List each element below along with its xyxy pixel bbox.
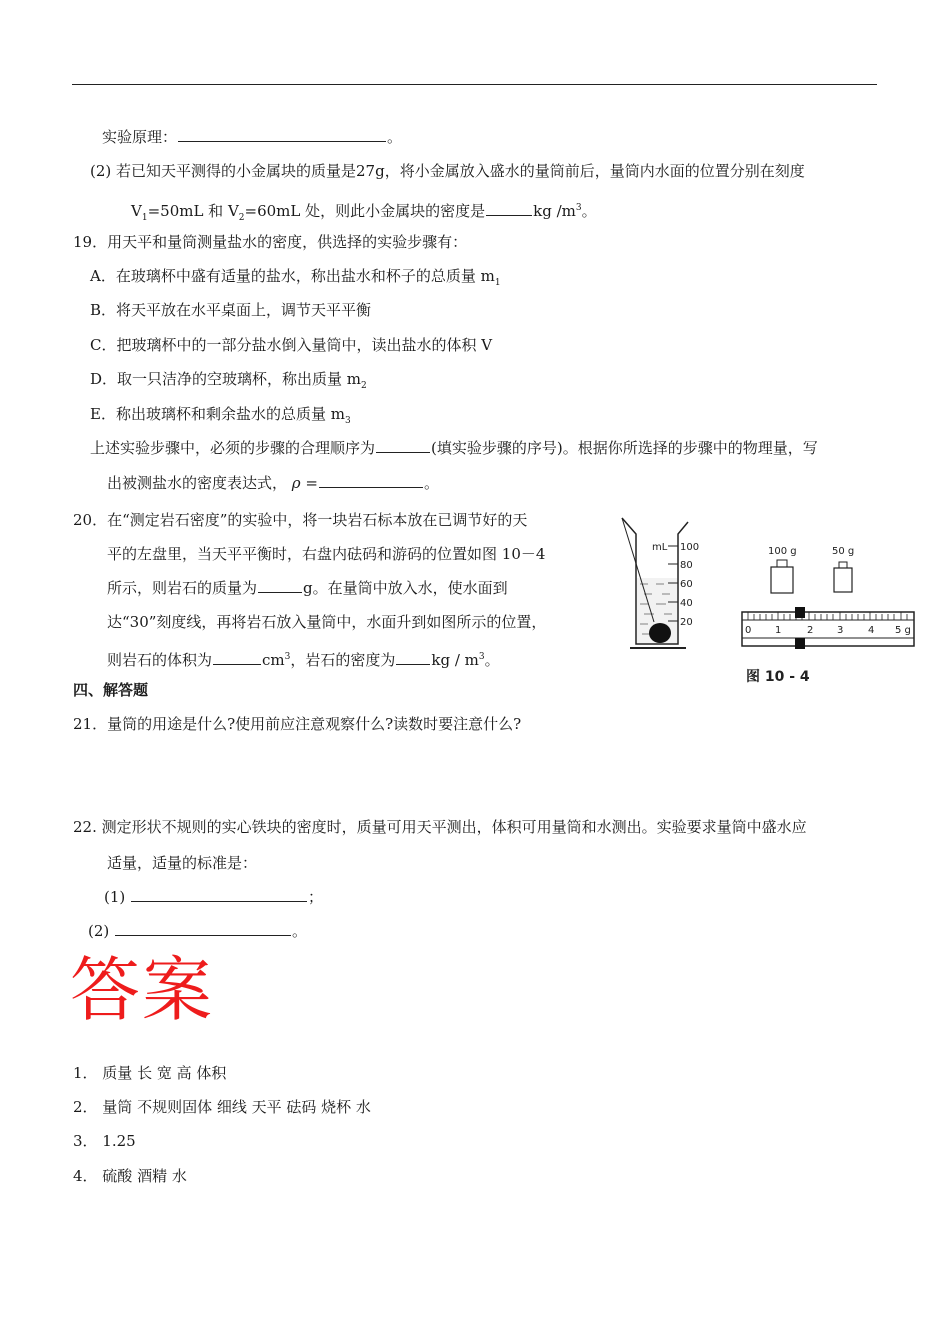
figure-svg	[616, 506, 920, 692]
q18-part2-line2: $V_1=50mL$ 和 $V_2=60mL$ 处，则此小金属块的密度是 kg $/m^3$。	[131, 202, 597, 223]
answer-blank[interactable]	[115, 921, 291, 936]
section4-heading: 四、解答题	[73, 681, 149, 699]
q22-option2: (2) 。	[88, 922, 308, 940]
rider-top	[795, 607, 805, 618]
answer-4: 4． 硫酸 酒精 水	[73, 1167, 187, 1185]
top-rule	[72, 84, 877, 85]
cylinder-tick-100: 100	[680, 542, 700, 553]
q20-line4: 达“30”刻度线，再将岩石放入量筒中，水面升到如图所示的位置，	[107, 613, 547, 631]
answer-3: 3． 1.25	[73, 1132, 136, 1150]
answer-blank[interactable]	[258, 578, 302, 593]
q19-step-b: B．将天平放在水平桌面上，调节天平平衡	[90, 301, 372, 319]
weight-100g	[768, 546, 797, 593]
weight-50g	[832, 546, 854, 592]
answer-blank[interactable]	[396, 650, 430, 665]
answer-blank[interactable]	[376, 438, 430, 453]
graduated-cylinder	[622, 518, 699, 648]
q19-expression-line: 出被测盐水的密度表达式， ρ = 。	[107, 474, 439, 492]
cylinder-unit-label: mL	[652, 542, 668, 553]
answer-2: 2． 量筒 不规则固体 细线 天平 砝码 烧杯 水	[73, 1098, 371, 1116]
q20-line1: 20．在“测定岩石密度”的实验中，将一块岩石标本放在已调节好的天	[73, 511, 528, 529]
answers-title: 答案	[70, 949, 214, 1031]
answer-blank[interactable]	[178, 127, 386, 142]
q22-line1: 22. 测定形状不规则的实心铁块的密度时，质量可用天平测出，体积可用量筒和水测出。实验要求量筒中盛水应	[73, 818, 807, 836]
answer-blank[interactable]	[486, 201, 532, 216]
q19-step-a: A．在玻璃杯中盛有适量的盐水，称出盐水和杯子的总质量 $m_1$	[90, 267, 501, 288]
ruler-tick-0: 0	[745, 625, 752, 636]
rock	[649, 623, 671, 643]
ruler-tick-4: 4	[868, 625, 875, 636]
figure-caption: 图 10 - 4	[746, 669, 810, 685]
q19-order-line: 上述实验步骤中，必须的步骤的合理顺序为 (填实验步骤的序号)。根据你所选择的步骤中的物理量，写	[90, 439, 818, 457]
q20-line3: 所示，则岩石的质量为 g。在量筒中放入水，使水面到	[107, 579, 508, 597]
answer-blank[interactable]	[213, 650, 261, 665]
answer-blank[interactable]	[319, 473, 423, 488]
q22-line2: 适量，适量的标准是：	[107, 854, 258, 872]
answer-blank[interactable]	[131, 887, 307, 902]
cylinder-tick-40: 40	[680, 598, 693, 609]
cylinder-tick-20: 20	[680, 617, 693, 628]
q19-step-e: E．称出玻璃杯和剩余盐水的总质量 $m_3$	[90, 405, 351, 426]
rider-bottom	[795, 638, 805, 649]
q18-part2-line1: (2) 若已知天平测得的小金属块的质量是27g，将小金属放入盛水的量筒前后，量筒内水面的位置分别在刻度	[90, 162, 805, 180]
ruler-tick-1: 1	[775, 625, 782, 636]
svg-text:100 g: 100 g	[768, 546, 797, 557]
figure-10-4	[616, 506, 920, 692]
rider-ruler	[742, 607, 914, 649]
svg-text:50 g: 50 g	[832, 546, 855, 557]
q22-option1: (1) ；	[104, 888, 324, 906]
cylinder-tick-80: 80	[680, 560, 693, 571]
q20-line2: 平的左盘里，当天平平衡时，右盘内砝码和游码的位置如图 10－4	[107, 545, 546, 563]
q18-principle: 实验原理： 。	[102, 128, 403, 146]
q19-step-c: C．把玻璃杯中的一部分盐水倒入量筒中，读出盐水的体积 V	[90, 336, 493, 354]
q20-line5: 则岩石的体积为 $cm^3$，岩石的密度为 kg / $m^3$。	[107, 651, 500, 669]
ruler-tick-3: 3	[837, 625, 844, 636]
q19-stem: 19．用天平和量筒测量盐水的密度，供选择的实验步骤有：	[73, 233, 468, 251]
q19-step-d: D．取一只洁净的空玻璃杯，称出质量 $m_2$	[90, 370, 367, 391]
answer-1: 1． 质量 长 宽 高 体积	[73, 1064, 227, 1082]
ruler-tick-5: 5 g	[895, 625, 911, 636]
cylinder-tick-60: 60	[680, 579, 693, 590]
ruler-tick-2: 2	[807, 625, 814, 636]
q21: 21．量筒的用途是什么?使用前应注意观察什么?读数时要注意什么?	[73, 715, 522, 733]
